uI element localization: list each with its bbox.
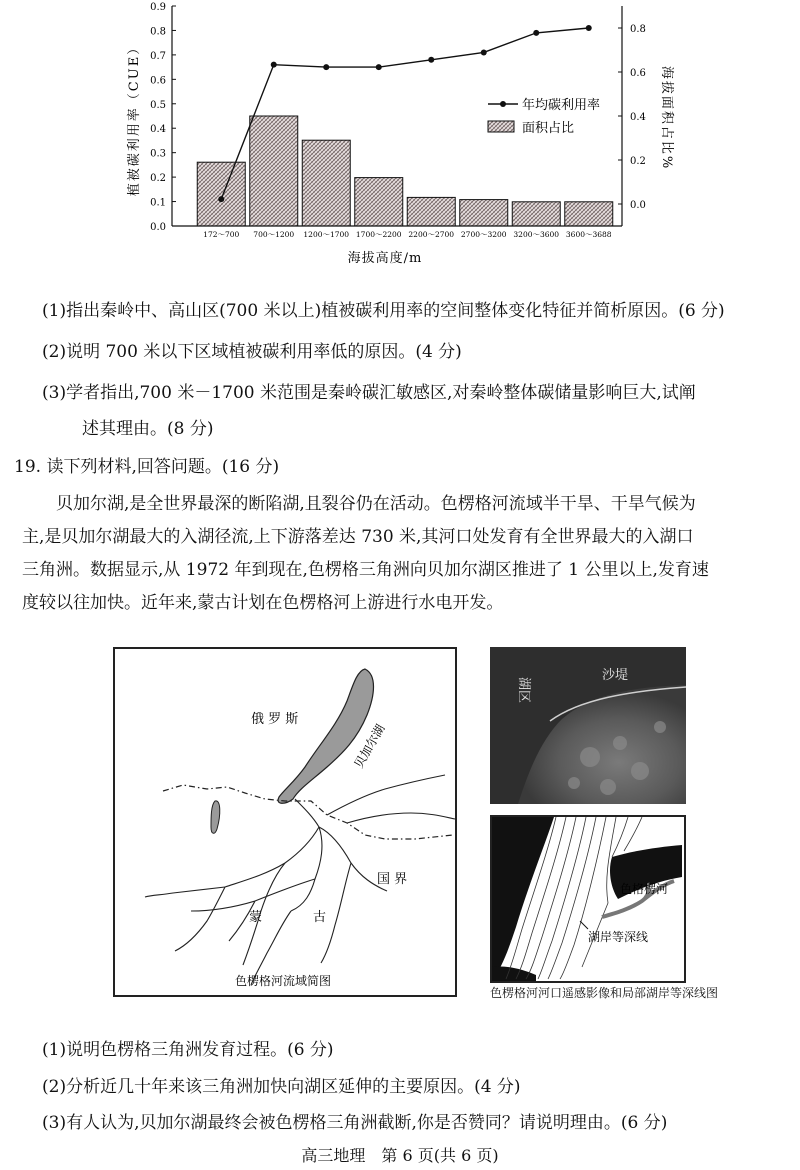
bar (512, 202, 560, 226)
line-point (481, 49, 487, 55)
material-line-1: 贝加尔湖,是全世界最深的断陷湖,且裂谷仍在活动。色楞格河流域半干旱、干旱气候为 (56, 494, 696, 514)
isobath-map (490, 815, 686, 983)
y-axis-right-title: 海拔面积占比% (659, 65, 674, 171)
selenga-basin-map (113, 647, 457, 997)
bar (460, 200, 508, 226)
x-axis-title: 海拔高度/m (347, 251, 423, 266)
isobath-caption: 色楞格河河口遥感影像和局部湖岸等深线图 (490, 986, 719, 1000)
legend-bar-label: 面积占比 (522, 121, 575, 136)
bar (302, 140, 350, 226)
q19-2: (2)分析近几十年来该三角洲加快向湖区延伸的主要原因。(4 分) (42, 1077, 521, 1097)
y-left-tick-label: 0.6 (150, 75, 166, 87)
y-left-tick-label: 0.0 (150, 222, 166, 233)
line-point (271, 62, 277, 68)
q18-3: (3)学者指出,700 米－1700 米范围是秦岭碳汇敏感区,对秦岭整体碳储量影响巨大,试阐 (42, 383, 696, 403)
y-axis-left-title: 植被碳利用率（CUE） (127, 39, 142, 197)
y-right-tick-label: 0.0 (630, 200, 646, 211)
line-point (218, 196, 224, 202)
small-lake-shape (211, 801, 220, 833)
baikal-lake-shape (278, 669, 373, 803)
q18-3-cont: 述其理由。(8 分) (82, 419, 214, 439)
satellite-svg (490, 647, 686, 804)
cue-area-chart (110, 0, 690, 270)
y-left-tick-label: 0.3 (150, 148, 166, 160)
y-left-tick-label: 0.4 (150, 124, 166, 136)
material-paragraph (22, 488, 782, 620)
line-point (323, 64, 329, 70)
y-right-tick-label: 0.2 (630, 156, 646, 167)
x-tick-label: 1700～2200 (355, 230, 402, 239)
x-tick-label: 700～1200 (253, 230, 295, 239)
y-left-tick-label: 0.8 (150, 26, 166, 38)
legend (488, 97, 600, 136)
line-point (586, 25, 592, 31)
y-left-tick-label: 0.1 (150, 197, 166, 209)
y-right-tick-label: 0.8 (630, 24, 646, 35)
label-russia: 俄 罗 斯 (251, 712, 299, 727)
line-point (376, 64, 382, 70)
legend-line-label: 年均碳利用率 (522, 98, 601, 113)
material-line-2: 主,是贝加尔湖最大的入湖径流,上下游落差达 730 米,其河口处发育有全世界最大的入湖口 (22, 527, 694, 547)
page-footer: 高三地理 第 6 页(共 6 页) (301, 1146, 499, 1165)
q19-1: (1)说明色楞格三角洲发育过程。(6 分) (42, 1040, 334, 1060)
bar (355, 178, 403, 226)
basin-map-svg (115, 649, 455, 995)
x-tick-label: 3600～3688 (565, 230, 612, 239)
label-border: 国 界 (377, 872, 408, 887)
bar (250, 116, 298, 226)
label-baikal: 贝加尔湖 (351, 721, 388, 771)
chart (110, 0, 690, 270)
x-tick-label: 172～700 (203, 230, 240, 239)
x-tick-label: 2700～3200 (460, 230, 507, 239)
isobath-svg (492, 817, 684, 981)
y-left-tick-label: 0.9 (150, 2, 166, 13)
x-tick-label: 1200～1700 (303, 230, 350, 239)
line-point (533, 30, 539, 36)
q18-1: (1)指出秦岭中、高山区(700 米以上)植被碳利用率的空间整体变化特征并简析原因。(6 分) (42, 301, 725, 321)
label-mongolia-2: 古 (313, 910, 327, 925)
label-river: 色格楞河 (620, 882, 669, 896)
x-tick-label: 3200～3600 (513, 230, 560, 239)
y-right-tick-label: 0.4 (630, 112, 646, 123)
line-point (428, 57, 434, 63)
y-left-tick-label: 0.5 (150, 99, 166, 111)
map-caption: 色楞格河流域简图 (235, 974, 332, 988)
material-line-3: 三角洲。数据显示,从 1972 年到现在,色楞格三角洲向贝加尔湖区推进了 1 公里以上,发育速 (22, 560, 709, 580)
bar (565, 202, 613, 226)
q19-3: (3)有人认为,贝加尔湖最终会被色楞格三角洲截断,你是否赞同？请说明理由。(6 分) (42, 1113, 668, 1133)
x-tick-label: 2200～2700 (408, 230, 455, 239)
y-left-tick-label: 0.7 (150, 50, 166, 62)
material-line-4: 度较以往加快。近年来,蒙古计划在色楞格河上游进行水电开发。 (22, 593, 504, 613)
y-left-tick-label: 0.2 (150, 173, 166, 185)
label-lake-area: 湖区 (516, 677, 531, 704)
label-mongolia-1: 蒙 (249, 910, 263, 925)
bar (407, 197, 455, 226)
label-isobath: 湖岸等深线 (588, 930, 649, 944)
y-right-tick-label: 0.6 (630, 68, 646, 79)
bar (197, 162, 245, 226)
satellite-image (490, 647, 686, 804)
q18-2: (2)说明 700 米以下区域植被碳利用率低的原因。(4 分) (42, 342, 462, 362)
q19-title: 19. 读下列材料,回答问题。(16 分) (14, 457, 280, 477)
label-sand-bar: 沙堤 (602, 668, 629, 683)
